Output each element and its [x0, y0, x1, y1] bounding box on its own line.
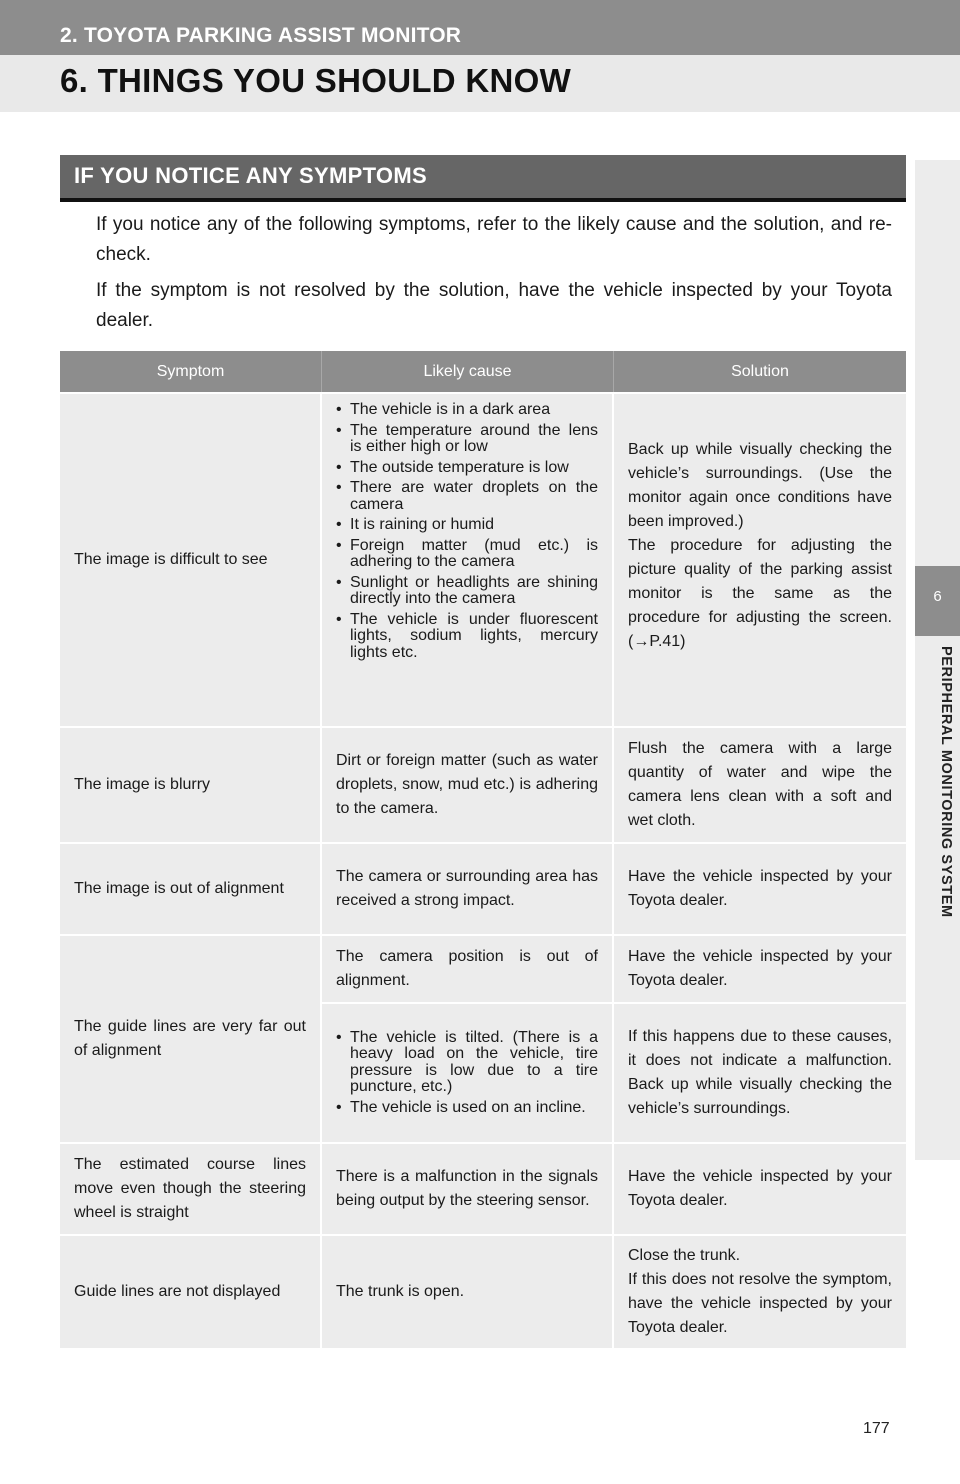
section-title: 2. TOYOTA PARKING ASSIST MONITOR	[60, 24, 462, 47]
list-item: • The vehicle is used on an incline.	[336, 1100, 598, 1117]
symptom-text: The image is blurry	[74, 776, 211, 793]
solution-text: If this happens due to these causes, it does not indicate a malfunction. Back up while visually checking the vehicle’s surroundings.	[628, 1028, 892, 1117]
symptom-cell	[60, 728, 322, 842]
table-row	[60, 934, 906, 1142]
solution-text-2: The procedure for adjusting the picture quality of the parking assist monitor is the same as the procedure for adjusting the screen. (→P.41)	[628, 537, 892, 650]
header-likely-cause: Likely cause	[322, 351, 614, 392]
symptom-text: Guide lines are not displayed	[74, 1283, 281, 1300]
symptom-cell	[60, 1236, 322, 1348]
symptom-text: The image is out of alignment	[74, 880, 284, 897]
solution-text: Have the vehicle inspected by your Toyota dealer.	[628, 1168, 892, 1209]
symptom-cell	[60, 1144, 322, 1234]
symptom-cell	[60, 844, 322, 934]
solution-text: Have the vehicle inspected by your Toyota dealer.	[628, 948, 892, 989]
symptom-table	[60, 351, 906, 1348]
solution-cell	[614, 1004, 906, 1142]
table-row	[60, 726, 906, 842]
intro-paragraph-2: If the symptom is not resolved by the solution, have the vehicle inspected by your Toyota dealer.	[96, 280, 892, 331]
cause-cell	[322, 1144, 614, 1234]
cause-text: The trunk is open.	[336, 1283, 465, 1300]
list-item: • The temperature around the lens is either high or low	[336, 423, 598, 456]
header-solution: Solution	[731, 362, 789, 380]
table-row	[60, 1142, 906, 1234]
list-item: • The vehicle is in a dark area	[336, 402, 598, 419]
sub-row	[322, 1002, 906, 1142]
list-item: • Foreign matter (mud etc.) is adhering to the camera	[336, 538, 598, 571]
symptom-text: The guide lines are very far out of alignment	[74, 1018, 306, 1059]
symptom-text: The image is difficult to see	[74, 551, 268, 568]
list-item: • It is raining or humid	[336, 517, 598, 534]
solution-text: Close the trunk.	[628, 1247, 741, 1264]
chapter-number: 6	[933, 588, 942, 605]
cause-text: There is a malfunction in the signals being output by the steering sensor.	[336, 1168, 598, 1209]
page-header	[0, 0, 960, 112]
cause-cell	[322, 936, 614, 1002]
solution-cell	[614, 1236, 906, 1348]
table-header	[60, 351, 906, 392]
page-number: 177	[863, 1420, 890, 1437]
list-item: • The vehicle is under fluorescent lights, sodium lights, mercury lights etc.	[336, 612, 598, 662]
page-title: 6. THINGS YOU SHOULD KNOW	[60, 62, 572, 99]
solution-cell	[614, 936, 906, 1002]
cause-cell	[322, 394, 614, 726]
symptom-cell	[60, 394, 322, 726]
cause-list	[336, 398, 598, 665]
table-row	[60, 842, 906, 934]
solution-text: Have the vehicle inspected by your Toyota dealer.	[628, 868, 892, 909]
solution-text-2: If this does not resolve the symptom, have the vehicle inspected by your Toyota dealer.	[628, 1271, 892, 1336]
solution-text: Back up while visually checking the vehicle’s surroundings. (Use the monitor again once conditions have been improved.)	[628, 441, 892, 530]
solution-cell	[614, 728, 906, 842]
cause-text: The camera position is out of alignment.	[336, 948, 598, 989]
subsection-title: IF YOU NOTICE ANY SYMPTOMS	[74, 163, 427, 188]
cause-text: Dirt or foreign matter (such as water droplets, snow, mud etc.) is adhering to the camera.	[336, 752, 598, 817]
symptom-cell	[60, 936, 322, 1142]
list-item: • Sunlight or headlights are shining directly into the camera	[336, 575, 598, 608]
split-cells	[322, 936, 906, 1142]
cause-cell	[322, 728, 614, 842]
cause-list	[336, 1026, 598, 1121]
list-item: • The vehicle is tilted. (There is a heavy load on the vehicle, tire pressure is low due to a tire puncture, etc.)	[336, 1030, 598, 1096]
solution-text: Flush the camera with a large quantity of water and wipe the camera lens clean with a soft and wet cloth.	[628, 740, 892, 829]
header-symptom: Symptom	[60, 351, 322, 392]
cause-cell	[322, 844, 614, 934]
solution-cell	[614, 394, 906, 726]
solution-cell	[614, 1144, 906, 1234]
solution-cell	[614, 844, 906, 934]
cause-text: The camera or surrounding area has received a strong impact.	[336, 868, 598, 909]
list-item: • There are water droplets on the camera	[336, 480, 598, 513]
intro-paragraph-1: If you notice any of the following symptoms, refer to the likely cause and the solution, and re-check.	[96, 214, 892, 265]
symptom-text: The estimated course lines move even though the steering wheel is straight	[74, 1156, 306, 1221]
sub-row	[322, 936, 906, 1002]
table-row	[60, 392, 906, 726]
list-item: • The outside temperature is low	[336, 460, 598, 477]
cause-cell	[322, 1236, 614, 1348]
chapter-label: PERIPHERAL MONITORING SYSTEM	[938, 646, 954, 918]
cause-cell	[322, 1004, 614, 1142]
table-row	[60, 1234, 906, 1348]
